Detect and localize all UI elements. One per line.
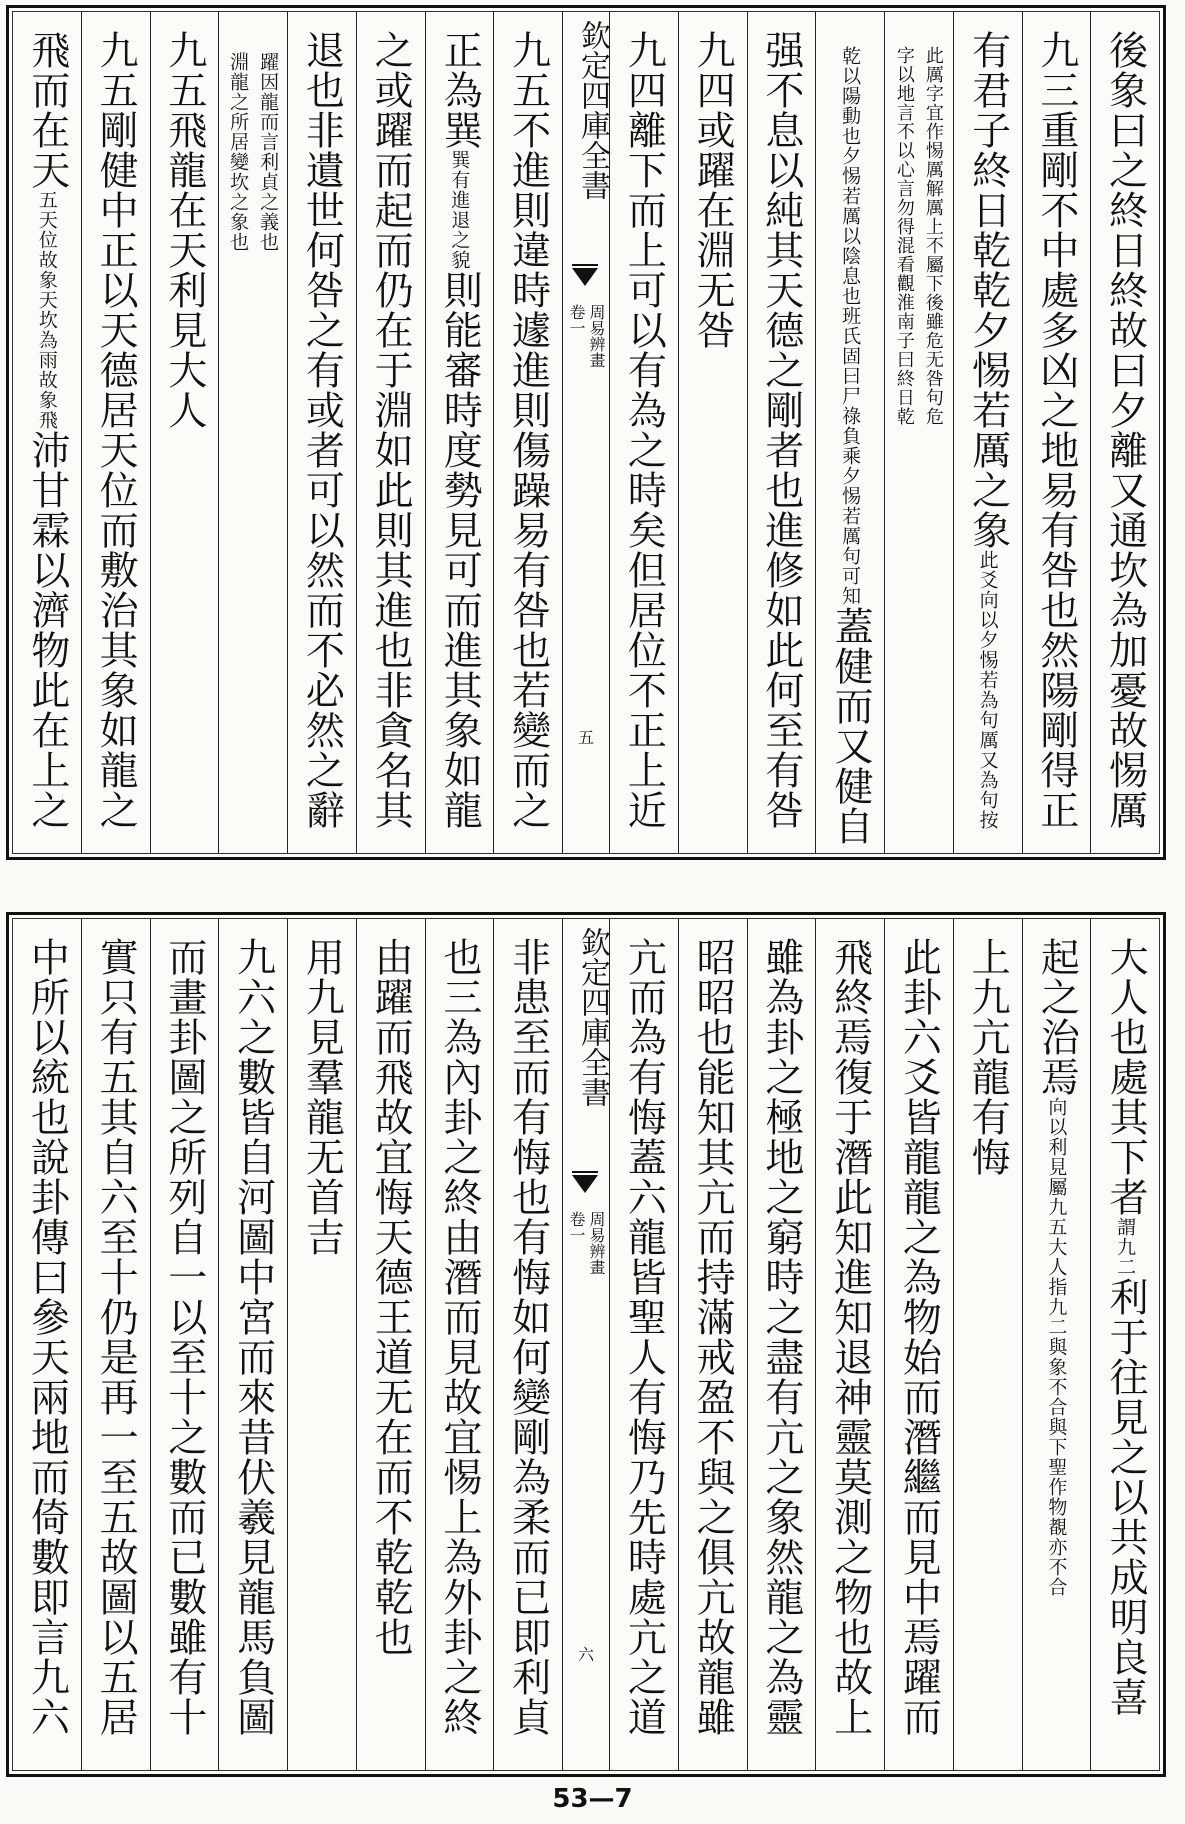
text-column — [609, 919, 678, 1770]
column-text: 中所以統也說卦傳曰參天兩地而倚數即言九六 — [24, 937, 70, 1737]
column-text: 九三重剛不中處多凶之地易有咎也然陽剛得正 — [1033, 30, 1079, 830]
text-column — [678, 12, 747, 853]
text-column — [1090, 12, 1159, 853]
note-column — [884, 12, 953, 853]
note-line: 巽有進 — [448, 150, 471, 210]
column-text: 實只有五其自六至十仍是再一至五故圖以五居 — [93, 937, 139, 1737]
column-text: 也三為內卦之終由潛而見故宜惕上為外卦之終 — [436, 937, 482, 1737]
note-line: 向以利見屬九五大人指九二與 — [1045, 1097, 1068, 1357]
mixed-column — [822, 12, 878, 853]
text-column — [953, 919, 1022, 1770]
column-text: 後象曰之終日終故曰夕離又通坎為加憂故惕厲 — [1102, 30, 1148, 830]
text-column — [815, 919, 884, 1770]
column-text: 之或躍而起而仍在于淵如此則其進也非貪名其 — [368, 30, 414, 830]
note-line: 為句厲又為句按 — [976, 690, 999, 830]
column-text: 九六之數皆自河圖中宮而來昔伏羲見龍馬負圖 — [230, 937, 276, 1737]
commentary-note — [448, 150, 470, 270]
text-column — [425, 12, 494, 853]
top-page-frame — [6, 5, 1166, 860]
text-column — [81, 12, 150, 853]
note-line: 此爻向以夕惕若 — [976, 550, 999, 690]
note-line: 退之貌 — [448, 210, 471, 270]
column-text: 則能審時度勢見可而進其象如龍 — [437, 270, 483, 830]
column-text: 用九見羣龍无首吉 — [299, 937, 345, 1257]
column-text: 飛而在天 — [24, 30, 70, 190]
note-line: 躍因龍而言利貞之義也 — [257, 52, 280, 252]
column-text: 蓋健而又健自 — [828, 606, 874, 846]
column-text: 此卦六爻皆龍龍之為物始而潛繼而見中焉躍而 — [896, 937, 942, 1737]
commentary-note — [1045, 1097, 1067, 1597]
mixed-column — [1097, 919, 1153, 1770]
note-line: 字以地言不以心言勿得混看觀淮南子曰終日乾 — [893, 46, 915, 426]
text-column — [150, 12, 219, 853]
column-text: 沛甘霖以濟物此在上之 — [24, 430, 70, 830]
text-column — [150, 919, 219, 1770]
text-column — [493, 12, 562, 853]
commentary-note — [839, 46, 861, 606]
center-subtitle — [563, 1211, 609, 1275]
note-line: 謂九 — [1114, 1217, 1137, 1257]
note-line: 坎為雨故象飛 — [35, 310, 58, 430]
column-text: 昭昭也能知其亢而持滿戒盈不與之俱亢故龍雖 — [690, 937, 736, 1737]
text-column — [953, 12, 1022, 853]
text-column — [81, 919, 150, 1770]
text-column — [356, 919, 425, 1770]
page-number: 六 — [577, 1645, 594, 1664]
note-line: 象不合與下聖作物覩亦不合 — [1045, 1357, 1068, 1597]
mixed-column — [960, 12, 1016, 853]
note-line: 乾以陽動也夕惕若厲以陰息也班 — [839, 46, 862, 326]
commentary-note — [36, 190, 58, 430]
text-column — [609, 12, 678, 853]
text-column — [1022, 12, 1091, 853]
column-text: 强不息以純其天德之剛者也進修如此何至有咎 — [758, 30, 804, 830]
bottom-page-frame — [6, 912, 1166, 1777]
text-column — [218, 919, 287, 1770]
note-column — [218, 12, 287, 853]
column-text: 九五剛健中正以天德居天位而敷治其象如龍之 — [93, 30, 139, 830]
text-column — [356, 12, 425, 853]
column-text: 起之治焉 — [1034, 937, 1080, 1097]
text-column — [287, 919, 356, 1770]
center-fold-column — [562, 919, 609, 1770]
text-column — [493, 919, 562, 1770]
column-text: 九四或躍在淵无咎 — [690, 30, 736, 350]
note-line: 氏固曰尸祿負乘夕惕若厲句可知 — [839, 326, 862, 606]
text-column — [678, 919, 747, 1770]
book-title: 欽定四庫全書 — [575, 927, 610, 1107]
text-column — [747, 919, 816, 1770]
column-text: 亢而為有悔蓋六龍皆聖人有悔乃先時處亢之道 — [621, 937, 667, 1737]
column-text: 正為巽 — [437, 30, 483, 150]
note-line: 淵龍之所居變坎之象也 — [227, 52, 250, 252]
center-fold-column — [562, 12, 609, 853]
fishtail-mark-icon — [572, 1171, 598, 1203]
column-text: 有君子終日乾乾夕惕若厲之象 — [965, 30, 1011, 550]
text-column — [1090, 919, 1159, 1770]
column-text: 飛終焉復于潛此知進知退神靈莫測之物也故上 — [827, 937, 873, 1737]
book-title: 欽定四庫全書 — [575, 20, 610, 200]
note-line: 五天位故象天 — [35, 190, 58, 310]
column-text: 雖為卦之極地之窮時之盡有亢之象然龍之為靈 — [758, 937, 804, 1737]
column-text: 非患至而有悔也有悔如何變剛為柔而已即利貞 — [505, 937, 551, 1737]
mixed-column — [431, 12, 487, 853]
commentary-note — [1114, 1217, 1136, 1277]
text-column — [287, 12, 356, 853]
volume-label: 卷一 — [567, 1211, 586, 1243]
center-subtitle — [563, 304, 609, 368]
volume-label: 卷一 — [567, 304, 586, 336]
column-text: 退也非遺世何咎之有或者可以然而不必然之辭 — [299, 30, 345, 830]
text-column — [425, 919, 494, 1770]
fishtail-mark-icon — [572, 264, 598, 296]
text-column — [13, 919, 81, 1770]
column-text: 利于往見之以共成明良喜 — [1103, 1277, 1149, 1717]
column-text: 而畫卦圖之所列自一以至十之數而已數雖有十 — [161, 937, 207, 1737]
column-text: 九五飛龍在天利見大人 — [161, 30, 207, 430]
column-text: 由躍而飛故宜悔天德王道无在而不乾乾也 — [368, 937, 414, 1657]
note-line: 二 — [1114, 1257, 1137, 1277]
mixed-column — [19, 12, 75, 853]
page-number: 五 — [577, 728, 594, 747]
text-column — [884, 919, 953, 1770]
commentary-note — [977, 550, 999, 830]
text-column — [815, 12, 884, 853]
text-column — [747, 12, 816, 853]
text-column — [13, 12, 81, 853]
sub-title: 周易辨畫 — [587, 304, 606, 368]
note-line: 此厲字宜作惕厲解厲上不屬下後雖危无咎句危 — [922, 46, 944, 426]
column-text: 九五不進則違時遽進則傷躁易有咎也若變而之 — [505, 30, 551, 830]
column-text: 大人也處其下者 — [1103, 937, 1149, 1217]
top-page-columns — [13, 12, 1159, 853]
column-text: 九四離下而上可以有為之時矣但居位不正上近 — [621, 30, 667, 830]
sub-title: 周易辨畫 — [587, 1211, 606, 1275]
plate-number: 53—7 — [552, 1784, 633, 1814]
column-text: 上九亢龍有悔 — [965, 937, 1011, 1177]
text-column — [1022, 919, 1091, 1770]
bottom-page-columns — [13, 919, 1159, 1770]
mixed-column — [1028, 919, 1084, 1770]
